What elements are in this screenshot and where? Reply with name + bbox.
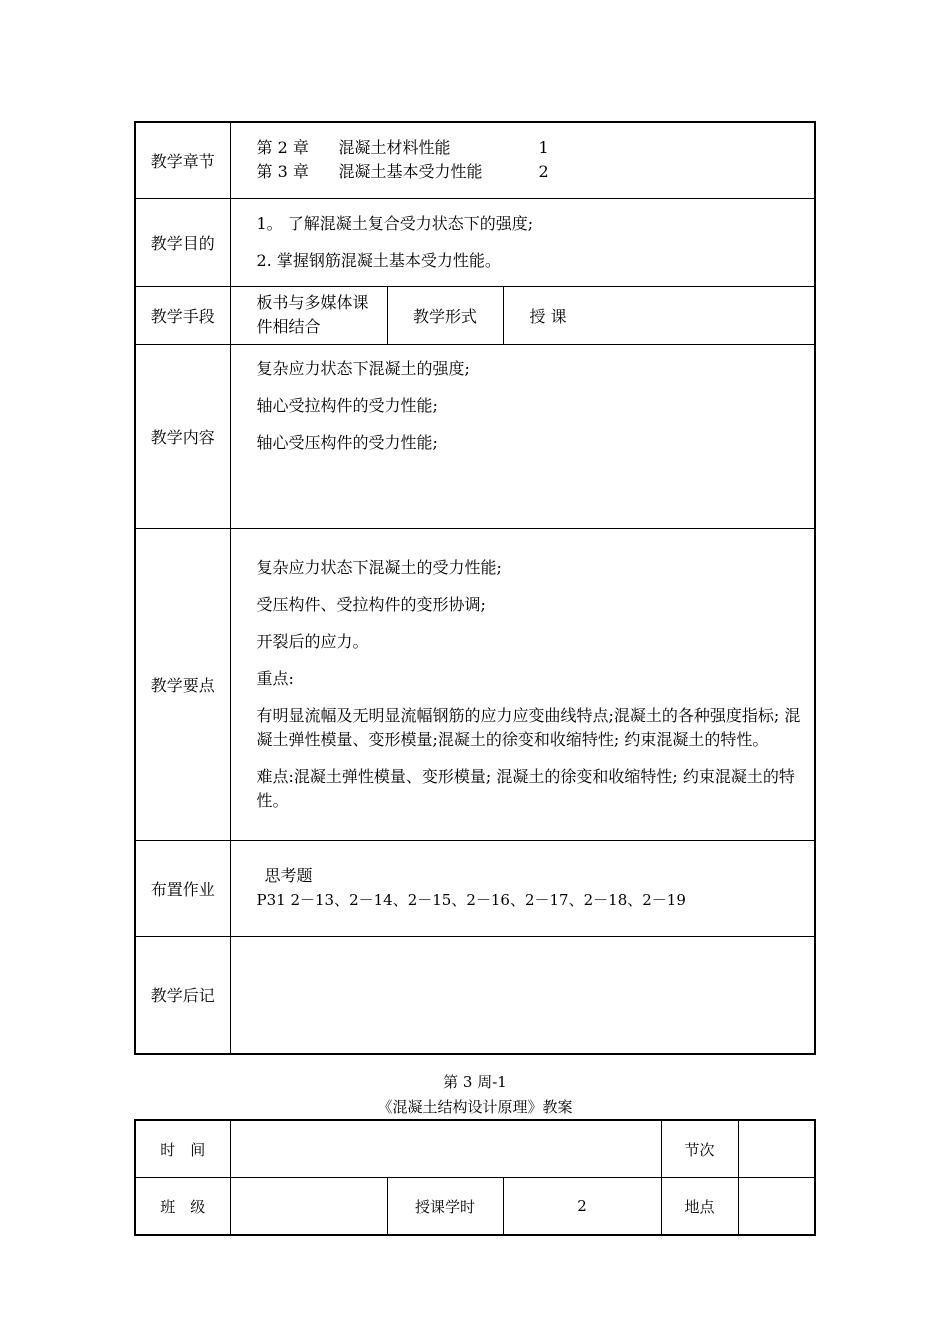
content-item: 复杂应力状态下混凝土的强度; <box>256 358 470 378</box>
keypoint-heading: 重点: <box>256 668 294 688</box>
class-label: 班 级 <box>135 1178 230 1236</box>
homework-title: 思考题 <box>264 866 313 885</box>
objective-label: 教学目的 <box>135 198 230 286</box>
chapter-row <box>135 122 815 198</box>
homework-cell <box>230 840 815 936</box>
keypoints-row <box>135 528 815 840</box>
hours-label: 授课学时 <box>387 1178 503 1236</box>
period-label: 节次 <box>661 1120 738 1178</box>
keypoint-item: 有明显流幅及无明显流幅钢筋的应力应变曲线特点;混凝土的各种强度指标; 混凝土弹性模量、变形模量;混凝土的徐变和收缩特性; 约束混凝土的特性。 <box>256 705 801 749</box>
method-value: 板书与多媒体课件相结合 <box>230 286 387 344</box>
content-row <box>135 344 815 528</box>
chapter-title: 混凝土材料性能 <box>338 138 451 158</box>
keypoint-item: 复杂应力状态下混凝土的受力性能; <box>256 557 502 577</box>
schedule-table <box>134 1119 816 1236</box>
keypoint-item: 难点:混凝土弹性模量、变形模量; 混凝土的徐变和收缩特性; 约束混凝土的特性。 <box>256 766 795 810</box>
chapter-title: 混凝土基本受力性能 <box>338 162 483 182</box>
location-value <box>738 1178 815 1236</box>
content-item: 轴心受压构件的受力性能; <box>256 432 438 452</box>
location-label: 地点 <box>661 1178 738 1236</box>
postscript-label: 教学后记 <box>135 936 230 1054</box>
chapter-line <box>257 136 805 160</box>
hours-value: 2 <box>503 1178 661 1236</box>
course-caption: 《混凝土结构设计原理》教案 <box>377 1098 573 1116</box>
chapter-hours: 1 <box>538 138 549 158</box>
method-label: 教学手段 <box>135 286 230 344</box>
content-label: 教学内容 <box>135 344 230 528</box>
chapter-hours: 2 <box>538 162 549 182</box>
chapter-number: 第 2 章 <box>256 138 309 158</box>
form-label: 教学形式 <box>387 286 503 344</box>
method-row <box>135 286 815 344</box>
content-item: 轴心受拉构件的受力性能; <box>256 395 438 415</box>
keypoints-cell <box>230 528 815 840</box>
time-value <box>230 1120 661 1178</box>
lesson-plan-table <box>134 121 816 1055</box>
keypoints-label: 教学要点 <box>135 528 230 840</box>
keypoint-item: 受压构件、受拉构件的变形协调; <box>256 594 486 614</box>
chapter-number: 第 3 章 <box>256 162 309 182</box>
homework-row <box>135 840 815 936</box>
chapter-label: 教学章节 <box>135 122 230 198</box>
schedule-row-time <box>135 1120 815 1178</box>
form-value: 授 课 <box>503 286 815 344</box>
class-value <box>230 1178 387 1236</box>
objective-cell <box>230 198 815 286</box>
homework-detail: P31 2－13、2－14、2－15、2－16、2－17、2－18、2－19 <box>256 891 686 909</box>
postscript-row <box>135 936 815 1054</box>
period-value <box>738 1120 815 1178</box>
objective-item: 1。 了解混凝土复合受力状态下的强度; <box>256 213 534 233</box>
week-caption: 第 3 周-1 <box>443 1073 507 1091</box>
chapter-line <box>257 160 805 184</box>
content-cell <box>230 344 815 528</box>
postscript-value <box>230 936 815 1054</box>
objective-row <box>135 198 815 286</box>
schedule-row-class <box>135 1178 815 1236</box>
keypoint-item: 开裂后的应力。 <box>256 631 369 651</box>
time-label: 时 间 <box>135 1120 230 1178</box>
objective-item: 2. 掌握钢筋混凝土基本受力性能。 <box>256 250 501 270</box>
chapter-cell <box>230 122 815 198</box>
homework-label: 布置作业 <box>135 840 230 936</box>
